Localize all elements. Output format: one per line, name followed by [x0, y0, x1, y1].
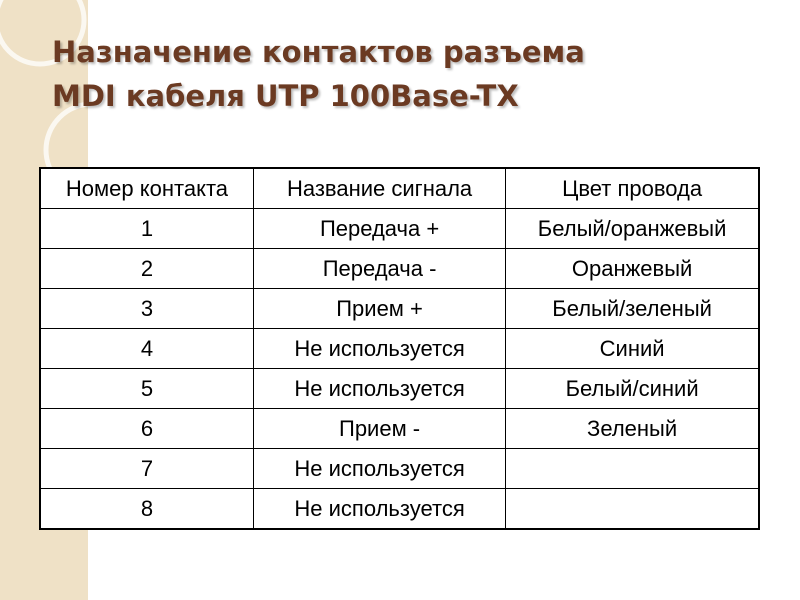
- wire-color-cell: [506, 449, 759, 489]
- signal-name-cell: Не используется: [253, 369, 505, 409]
- wire-color-cell: Оранжевый: [506, 249, 759, 289]
- table-header-row: [40, 168, 759, 209]
- table-row: [40, 489, 759, 530]
- wire-color-cell: Белый/зеленый: [506, 289, 759, 329]
- table-row: [40, 409, 759, 449]
- signal-name-cell: Передача +: [253, 209, 505, 249]
- pin-number-cell: 1: [40, 209, 253, 249]
- wire-color-cell: Белый/оранжевый: [506, 209, 759, 249]
- signal-name-cell: Прием +: [253, 289, 505, 329]
- table-row: [40, 289, 759, 329]
- pin-number-cell: 4: [40, 329, 253, 369]
- pin-number-cell: 7: [40, 449, 253, 489]
- table-row: [40, 369, 759, 409]
- table-row: [40, 209, 759, 249]
- wire-color-cell: [506, 489, 759, 530]
- signal-name-cell: Передача -: [253, 249, 505, 289]
- pin-assignment-table: [39, 167, 760, 530]
- header-signal-name: Название сигнала: [253, 168, 505, 209]
- pin-number-cell: 3: [40, 289, 253, 329]
- table-row: [40, 249, 759, 289]
- signal-name-cell: Не используется: [253, 329, 505, 369]
- table-row: [40, 449, 759, 489]
- pin-number-cell: 2: [40, 249, 253, 289]
- wire-color-cell: Синий: [506, 329, 759, 369]
- signal-name-cell: Не используется: [253, 489, 505, 530]
- slide-title: [52, 30, 585, 118]
- table-row: [40, 329, 759, 369]
- pin-number-cell: 8: [40, 489, 253, 530]
- header-pin-number: Номер контакта: [40, 168, 253, 209]
- header-wire-color: Цвет провода: [506, 168, 759, 209]
- slide-title-line-1: Назначение контактов разъема: [52, 35, 585, 69]
- signal-name-cell: Не используется: [253, 449, 505, 489]
- pin-number-cell: 5: [40, 369, 253, 409]
- signal-name-cell: Прием -: [253, 409, 505, 449]
- slide-title-line-2: MDI кабеля UTP 100Base-TX: [52, 79, 519, 113]
- pin-number-cell: 6: [40, 409, 253, 449]
- wire-color-cell: Белый/синий: [506, 369, 759, 409]
- wire-color-cell: Зеленый: [506, 409, 759, 449]
